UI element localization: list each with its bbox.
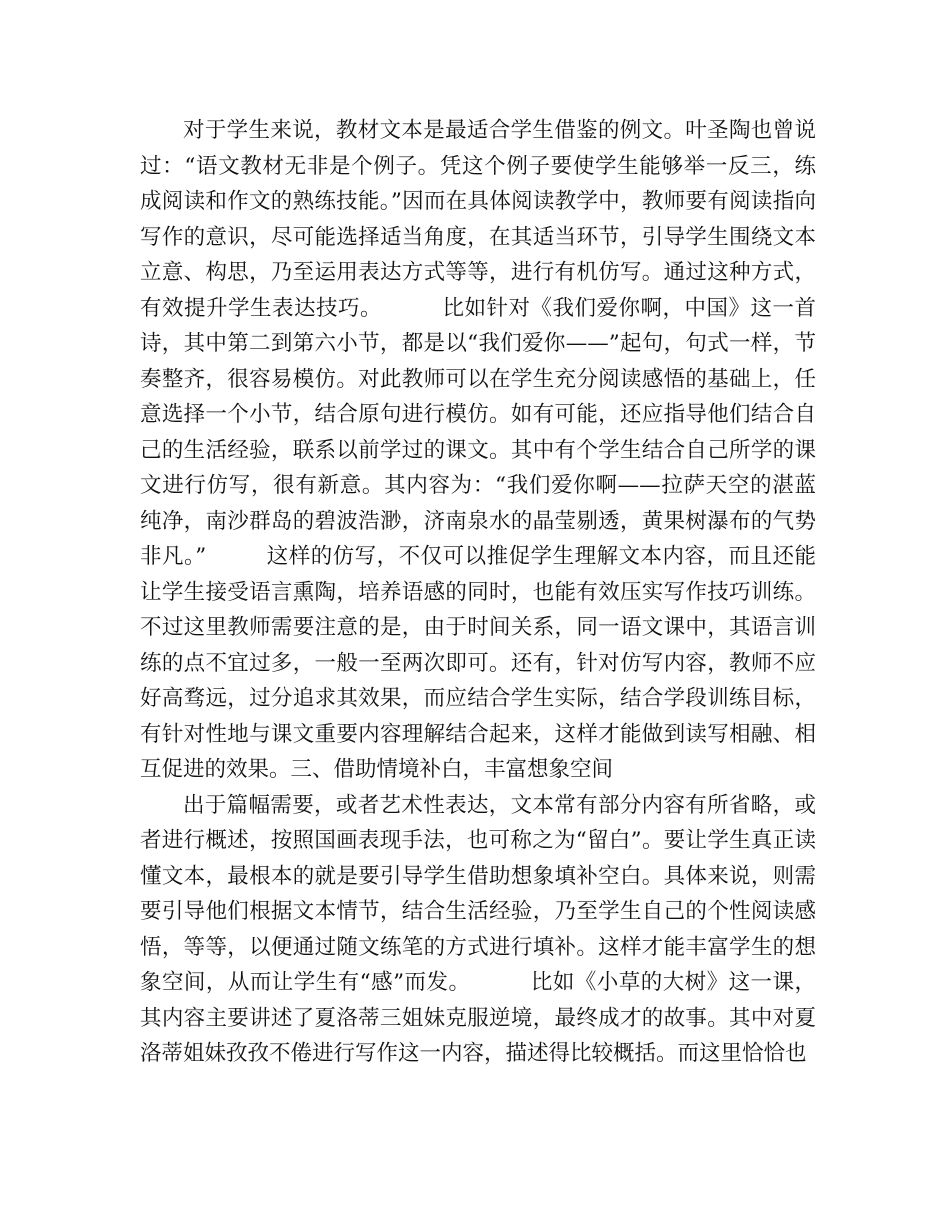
paragraph-1-text-a: 对于学生来说，教材文本是最适合学生借鉴的例文。叶圣陶也曾说过：“语文教材无非是个例子。凭这个例子要使学生能够举一反三，练成阅读和作文的熟练技能。”因而在具体阅读教学中，教师要有阅读指向写作的意识，尽可能选择适当角度，在其适当环节，引导学生围绕文本立意、构思，乃至运用表达方式等等，进行有机仿写。通过这种方式，有效提升学生表达技巧。 (140, 118, 816, 321)
paragraph-1 (140, 113, 816, 788)
paragraph-2-text-a: 出于篇幅需要，或者艺术性表达，文本常有部分内容有所省略，或者进行概述，按照国画表现手法，也可称之为“留白”。要让学生真正读懂文本，最根本的就是要引导学生借助想象填补空白。具体来说，则需要引导他们根据文本情节，结合生活经验，乃至学生自己的个性阅读感悟，等等，以便通过随文练笔的方式进行填补。这样才能丰富学生的想象空间，从而让学生有“感”而发。 (140, 792, 816, 995)
paragraph-2 (140, 788, 816, 1072)
paragraph-2-text-b: 比如《小草的大树》这一课，其内容主要讲述了夏洛蒂三姐妹克服逆境，最终成才的故事。其中对夏洛蒂姐妹孜孜不倦进行写作这一内容，描述得比较概括。而这里恰恰也 (140, 970, 816, 1066)
paragraph-1-text-c: 这样的仿写，不仅可以推促学生理解文本内容，而且还能让学生接受语言熏陶，培养语感的同时，也能有效压实写作技巧训练。不过这里教师需要注意的是，由于时间关系，同一语文课中，其语言训练的点不宜过多，一般一至两次即可。还有，针对仿写内容，教师不应好高骛远，过分追求其效果，而应结合学生实际，结合学段训练目标，有针对性地与课文重要内容理解结合起来，这样才能做到读写相融、相互促进的效果。三、借助情境补白，丰富想象空间 (140, 544, 816, 782)
paragraph-1-text-b: 比如针对《我们爱你啊，中国》这一首诗，其中第二到第六小节，都是以“我们爱你——”起句，句式一样，节奏整齐，很容易模仿。对此教师可以在学生充分阅读感悟的基础上，任意选择一个小节，结合原句进行模仿。如有可能，还应指导他们结合自己的生活经验，联系以前学过的课文。其中有个学生结合自己所学的课文进行仿写，很有新意。其内容为：“我们爱你啊——拉萨天空的湛蓝纯净，南沙群岛的碧波浩渺，济南泉水的晶莹剔透，黄果树瀑布的气势非凡。” (140, 295, 816, 569)
document-body (140, 113, 816, 1072)
